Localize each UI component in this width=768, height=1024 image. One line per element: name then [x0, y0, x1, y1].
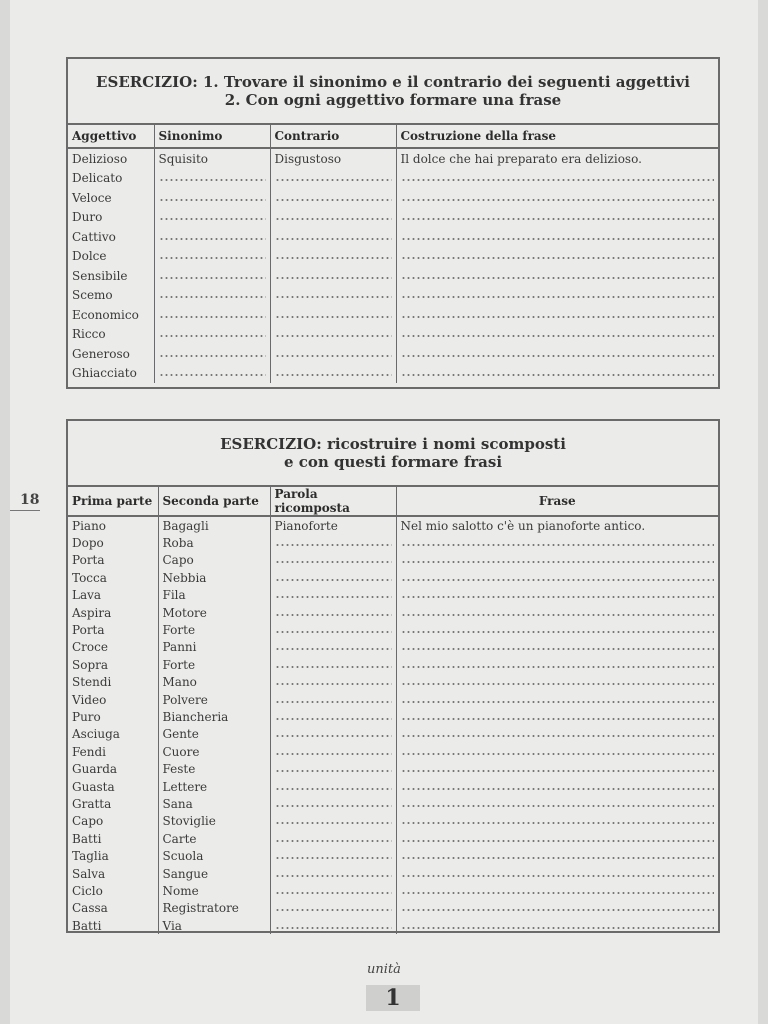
table-row: [68, 778, 718, 795]
sentence-cell-blank: [396, 674, 718, 691]
dotted-answer-line: [275, 923, 392, 933]
sentence-cell-blank: [396, 639, 718, 656]
dotted-answer-line: [401, 331, 715, 341]
col-header-prima-parte: Prima parte: [68, 487, 158, 516]
dotted-answer-line: [275, 610, 392, 620]
exercise-1-table: [68, 125, 718, 383]
antonym-cell-blank: [270, 188, 396, 208]
first-part-cell: Guasta: [68, 778, 158, 795]
second-part-cell: Registratore: [158, 900, 270, 917]
dotted-answer-line: [401, 253, 715, 263]
dotted-answer-line: [401, 871, 715, 881]
first-part-cell: Lava: [68, 587, 158, 604]
dotted-answer-line: [275, 679, 392, 689]
dotted-answer-line: [401, 557, 715, 567]
sentence-cell-blank: [396, 882, 718, 899]
dotted-answer-line: [275, 292, 392, 302]
dotted-answer-line: [401, 697, 715, 707]
synonym-cell-blank: [154, 188, 270, 208]
dotted-answer-line: [401, 679, 715, 689]
compound-word-cell-blank: [270, 795, 396, 812]
table-row: [68, 795, 718, 812]
compound-word-cell-blank: [270, 743, 396, 760]
table-row: [68, 621, 718, 638]
first-part-cell: Porta: [68, 552, 158, 569]
dotted-answer-line: [275, 175, 392, 185]
dotted-answer-line: [401, 214, 715, 224]
antonym-cell-blank: [270, 266, 396, 286]
synonym-cell-blank: [154, 247, 270, 267]
compound-word-cell-blank: [270, 534, 396, 551]
sentence-cell-blank: [396, 266, 718, 286]
dotted-answer-line: [401, 923, 715, 933]
sentence-cell-blank: [396, 247, 718, 267]
synonym-cell-blank: [154, 286, 270, 306]
dotted-answer-line: [275, 540, 392, 550]
col-header-costruzione: Costruzione della frase: [396, 125, 718, 148]
compound-word-cell-blank: [270, 726, 396, 743]
antonym-cell-blank: [270, 227, 396, 247]
dotted-answer-line: [275, 818, 392, 828]
antonym-cell-blank: [270, 208, 396, 228]
dotted-answer-line: [275, 905, 392, 915]
dotted-answer-line: [159, 234, 266, 244]
col-header-contrario: Contrario: [270, 125, 396, 148]
dotted-answer-line: [275, 714, 392, 724]
first-part-cell: Sopra: [68, 656, 158, 673]
exercise-2-table: [68, 487, 718, 934]
dotted-answer-line: [401, 273, 715, 283]
antonym-cell-blank: [270, 286, 396, 306]
compound-word-cell-blank: [270, 830, 396, 847]
second-part-cell: Feste: [158, 760, 270, 777]
first-part-cell: Taglia: [68, 847, 158, 864]
dotted-answer-line: [401, 644, 715, 654]
second-part-cell: Sangue: [158, 865, 270, 882]
table-row: [68, 882, 718, 899]
compound-word-cell-blank: [270, 778, 396, 795]
antonym-cell-blank: [270, 344, 396, 364]
adjective-cell: Sensibile: [68, 266, 154, 286]
compound-word-cell-blank: [270, 865, 396, 882]
dotted-answer-line: [401, 627, 715, 637]
synonym-cell-blank: [154, 364, 270, 384]
second-part-cell: Mano: [158, 674, 270, 691]
col-header-seconda-parte: Seconda parte: [158, 487, 270, 516]
col-header-sinonimo: Sinonimo: [154, 125, 270, 148]
sentence-cell-blank: [396, 900, 718, 917]
sentence-cell-blank: [396, 305, 718, 325]
table-row: [68, 364, 718, 384]
table-row: [68, 266, 718, 286]
dotted-answer-line: [275, 784, 392, 794]
table-row: [68, 587, 718, 604]
sentence-cell-blank: [396, 325, 718, 345]
dotted-answer-line: [401, 370, 715, 380]
table-row: [68, 726, 718, 743]
dotted-answer-line: [401, 905, 715, 915]
compound-word-cell-blank: [270, 587, 396, 604]
exercise-1-box: [66, 57, 720, 389]
second-part-cell: Nome: [158, 882, 270, 899]
exercise-2-box: [66, 419, 720, 933]
sentence-cell-blank: [396, 847, 718, 864]
second-part-cell: Biancheria: [158, 708, 270, 725]
sentence-cell: Nel mio salotto c'è un pianoforte antico.: [400, 518, 646, 533]
table-row: [68, 516, 718, 534]
table-row: [68, 286, 718, 306]
adjective-cell: Ricco: [68, 325, 154, 345]
sentence-cell-blank: [396, 227, 718, 247]
sentence-cell-blank: [396, 569, 718, 586]
synonym-cell-blank: [154, 305, 270, 325]
dotted-answer-line: [401, 766, 715, 776]
compound-word-cell-blank: [270, 639, 396, 656]
dotted-answer-line: [401, 175, 715, 185]
dotted-answer-line: [159, 195, 266, 205]
adjective-cell: Generoso: [68, 344, 154, 364]
col-header-frase: Frase: [396, 487, 718, 516]
dotted-answer-line: [401, 818, 715, 828]
compound-word-cell-blank: [270, 569, 396, 586]
dotted-answer-line: [159, 370, 266, 380]
table-row: [68, 325, 718, 345]
second-part-cell: Carte: [158, 830, 270, 847]
first-part-cell: Tocca: [68, 569, 158, 586]
exercise-2-title: [68, 421, 718, 487]
first-part-cell: Batti: [68, 830, 158, 847]
sentence-cell-blank: [396, 743, 718, 760]
first-part-cell: Capo: [68, 813, 158, 830]
table-row: [68, 813, 718, 830]
sentence-cell-blank: [396, 286, 718, 306]
adjective-cell: Economico: [68, 305, 154, 325]
synonym-cell-blank: [154, 266, 270, 286]
dotted-answer-line: [401, 195, 715, 205]
dotted-answer-line: [159, 331, 266, 341]
synonym-cell-blank: [154, 325, 270, 345]
dotted-answer-line: [275, 557, 392, 567]
dotted-answer-line: [275, 331, 392, 341]
antonym-cell-blank: [270, 364, 396, 384]
first-part-cell: Asciuga: [68, 726, 158, 743]
sentence-cell: Il dolce che hai preparato era delizioso.: [400, 151, 642, 166]
dotted-answer-line: [159, 273, 266, 283]
compound-word-cell-blank: [270, 882, 396, 899]
dotted-answer-line: [159, 292, 266, 302]
second-part-cell: Via: [158, 917, 270, 934]
adjective-cell: Delizioso: [68, 148, 154, 169]
first-part-cell: Video: [68, 691, 158, 708]
dotted-answer-line: [275, 253, 392, 263]
first-part-cell: Guarda: [68, 760, 158, 777]
sentence-cell-blank: [396, 208, 718, 228]
dotted-answer-line: [275, 766, 392, 776]
second-part-cell: Roba: [158, 534, 270, 551]
table-row: [68, 169, 718, 189]
second-part-cell: Capo: [158, 552, 270, 569]
dotted-answer-line: [401, 784, 715, 794]
compound-word-cell-blank: [270, 621, 396, 638]
second-part-cell: Forte: [158, 621, 270, 638]
dotted-answer-line: [275, 888, 392, 898]
sentence-cell-blank: [396, 534, 718, 551]
adjective-cell: Scemo: [68, 286, 154, 306]
second-part-cell: Forte: [158, 656, 270, 673]
dotted-answer-line: [159, 312, 266, 322]
second-part-cell: Polvere: [158, 691, 270, 708]
adjective-cell: Delicato: [68, 169, 154, 189]
table-row: [68, 148, 718, 169]
dotted-answer-line: [275, 234, 392, 244]
dotted-answer-line: [401, 292, 715, 302]
table-row: [68, 865, 718, 882]
second-part-cell: Nebbia: [158, 569, 270, 586]
table-row: [68, 847, 718, 864]
exercise-2-title-line2: e con questi formare frasi: [283, 453, 503, 471]
sentence-cell-blank: [396, 691, 718, 708]
compound-word-cell-blank: [270, 656, 396, 673]
sentence-cell-blank: [396, 344, 718, 364]
dotted-answer-line: [401, 592, 715, 602]
compound-word-cell-blank: [270, 691, 396, 708]
table-row: [68, 900, 718, 917]
sentence-cell-blank: [396, 917, 718, 934]
first-part-cell: Porta: [68, 621, 158, 638]
second-part-cell: Fila: [158, 587, 270, 604]
dotted-answer-line: [159, 175, 266, 185]
footer-unit-number: 1: [366, 985, 420, 1011]
first-part-cell: Stendi: [68, 674, 158, 691]
adjective-cell: Dolce: [68, 247, 154, 267]
sentence-cell-blank: [396, 169, 718, 189]
sentence-cell-blank: [396, 813, 718, 830]
adjective-cell: Cattivo: [68, 227, 154, 247]
table-row: [68, 743, 718, 760]
sentence-cell-blank: [396, 865, 718, 882]
first-part-cell: Fendi: [68, 743, 158, 760]
compound-word-cell-blank: [270, 847, 396, 864]
sentence-cell-blank: [396, 760, 718, 777]
table-row: [68, 830, 718, 847]
first-part-cell: Ciclo: [68, 882, 158, 899]
first-part-cell: Dopo: [68, 534, 158, 551]
first-part-cell: Cassa: [68, 900, 158, 917]
dotted-answer-line: [275, 697, 392, 707]
dotted-answer-line: [275, 871, 392, 881]
dotted-answer-line: [275, 195, 392, 205]
compound-word-cell-blank: [270, 917, 396, 934]
sentence-cell-blank: [396, 708, 718, 725]
second-part-cell: Stoviglie: [158, 813, 270, 830]
dotted-answer-line: [275, 273, 392, 283]
first-part-cell: Puro: [68, 708, 158, 725]
page-number-rule: [10, 510, 40, 511]
dotted-answer-line: [275, 853, 392, 863]
dotted-answer-line: [275, 801, 392, 811]
synonym-cell-blank: [154, 344, 270, 364]
sentence-cell-blank: [396, 604, 718, 621]
col-header-parola-ricomposta: Parola ricomposta: [270, 487, 396, 516]
dotted-answer-line: [401, 853, 715, 863]
dotted-answer-line: [401, 312, 715, 322]
table-row: [68, 604, 718, 621]
second-part-cell: Sana: [158, 795, 270, 812]
table-row: [68, 917, 718, 934]
dotted-answer-line: [401, 575, 715, 585]
dotted-answer-line: [159, 351, 266, 361]
dotted-answer-line: [401, 351, 715, 361]
first-part-cell: Salva: [68, 865, 158, 882]
dotted-answer-line: [275, 731, 392, 741]
dotted-answer-line: [275, 836, 392, 846]
dotted-answer-line: [401, 610, 715, 620]
compound-word-cell-blank: [270, 760, 396, 777]
antonym-cell-blank: [270, 247, 396, 267]
table-row: [68, 639, 718, 656]
table-row: [68, 674, 718, 691]
first-part-cell: Gratta: [68, 795, 158, 812]
table-row: [68, 188, 718, 208]
adjective-cell: Ghiacciato: [68, 364, 154, 384]
dotted-answer-line: [401, 731, 715, 741]
table-row: [68, 247, 718, 267]
compound-word-cell-blank: [270, 708, 396, 725]
page-number: 18: [20, 492, 40, 508]
footer-unit-label: unità: [367, 962, 401, 977]
sentence-cell-blank: [396, 830, 718, 847]
sentence-cell-blank: [396, 621, 718, 638]
dotted-answer-line: [275, 644, 392, 654]
sentence-cell-blank: [396, 188, 718, 208]
dotted-answer-line: [275, 575, 392, 585]
compound-word-cell-blank: [270, 552, 396, 569]
dotted-answer-line: [401, 888, 715, 898]
second-part-cell: Motore: [158, 604, 270, 621]
synonym-cell-blank: [154, 208, 270, 228]
table-row: [68, 760, 718, 777]
antonym-cell-blank: [270, 169, 396, 189]
dotted-answer-line: [275, 627, 392, 637]
compound-word-cell-blank: [270, 813, 396, 830]
exercise-1-title-line2: 2. Con ogni aggettivo formare una frase: [224, 91, 562, 109]
table-row: [68, 552, 718, 569]
dotted-answer-line: [275, 370, 392, 380]
sentence-cell-blank: [396, 552, 718, 569]
table-row: [68, 344, 718, 364]
second-part-cell: Lettere: [158, 778, 270, 795]
sentence-cell-blank: [396, 587, 718, 604]
dotted-answer-line: [401, 714, 715, 724]
antonym-cell-blank: [270, 305, 396, 325]
table-row: [68, 305, 718, 325]
dotted-answer-line: [275, 214, 392, 224]
antonym-cell: Disgustoso: [270, 148, 396, 169]
dotted-answer-line: [401, 662, 715, 672]
dotted-answer-line: [275, 662, 392, 672]
adjective-cell: Veloce: [68, 188, 154, 208]
dotted-answer-line: [401, 749, 715, 759]
exercise-1-title-line1: ESERCIZIO: 1. Trovare il sinonimo e il contrario dei seguenti aggettivi: [96, 73, 690, 91]
synonym-cell-blank: [154, 169, 270, 189]
dotted-answer-line: [275, 592, 392, 602]
table-row: [68, 227, 718, 247]
dotted-answer-line: [159, 214, 266, 224]
sentence-cell-blank: [396, 726, 718, 743]
second-part-cell: Panni: [158, 639, 270, 656]
first-part-cell: Batti: [68, 917, 158, 934]
compound-word-cell-blank: [270, 604, 396, 621]
sentence-cell-blank: [396, 656, 718, 673]
compound-word-cell-blank: [270, 674, 396, 691]
exercise-1-title: [68, 59, 718, 125]
synonym-cell-blank: [154, 227, 270, 247]
table-row: [68, 708, 718, 725]
antonym-cell-blank: [270, 325, 396, 345]
col-header-aggettivo: Aggettivo: [68, 125, 154, 148]
compound-word-cell-blank: [270, 900, 396, 917]
second-part-cell: Gente: [158, 726, 270, 743]
compound-word-cell: Pianoforte: [270, 516, 396, 534]
dotted-answer-line: [401, 234, 715, 244]
second-part-cell: Bagagli: [158, 516, 270, 534]
table-row: [68, 569, 718, 586]
table-row: [68, 208, 718, 228]
exercise-2-title-line1: ESERCIZIO: ricostruire i nomi scomposti: [220, 435, 566, 453]
table-row: [68, 656, 718, 673]
second-part-cell: Cuore: [158, 743, 270, 760]
table-row: [68, 534, 718, 551]
first-part-cell: Piano: [68, 516, 158, 534]
synonym-cell: Squisito: [154, 148, 270, 169]
dotted-answer-line: [159, 253, 266, 263]
sentence-cell-blank: [396, 778, 718, 795]
dotted-answer-line: [401, 540, 715, 550]
first-part-cell: Aspira: [68, 604, 158, 621]
dotted-answer-line: [401, 836, 715, 846]
sentence-cell-blank: [396, 364, 718, 384]
dotted-answer-line: [275, 312, 392, 322]
dotted-answer-line: [401, 801, 715, 811]
table-row: [68, 691, 718, 708]
first-part-cell: Croce: [68, 639, 158, 656]
second-part-cell: Scuola: [158, 847, 270, 864]
dotted-answer-line: [275, 351, 392, 361]
sentence-cell-blank: [396, 795, 718, 812]
dotted-answer-line: [275, 749, 392, 759]
adjective-cell: Duro: [68, 208, 154, 228]
